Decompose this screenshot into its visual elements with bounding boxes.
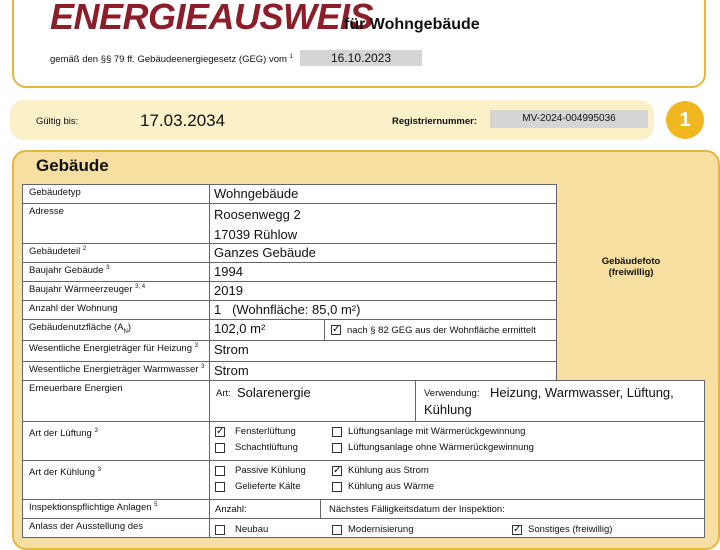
building-photo-area (557, 184, 705, 380)
ventilation-shaft-checkbox[interactable] (215, 443, 225, 453)
row-inspection-label: Inspektionspflichtige Anlagen $^5$ (22, 499, 210, 519)
occasion-new-label: Neubau (235, 524, 269, 535)
photo-label: Gebäudefoto (601, 256, 661, 267)
row-part-value: Ganzes Gebäude (209, 243, 557, 263)
row-year-value: 1994 (209, 262, 557, 282)
renewable-type-value: Solarenergie (237, 385, 311, 400)
row-units-label: Anzahl der Wohnung (22, 300, 210, 320)
row-heater-year-value: 2019 (209, 281, 557, 301)
cooling-heat-label: Kühlung aus Wärme (348, 481, 435, 492)
row-type-label: Gebäudetyp (22, 184, 210, 204)
row-ventilation-label: Art der Lüftung $^3$ (22, 421, 210, 461)
row-year-label: Baujahr Gebäude $^3$ (22, 262, 210, 282)
ventilation-window-label: Fensterlüftung (235, 426, 296, 437)
row-renewable-type (209, 380, 416, 422)
row-cooling-options (209, 460, 705, 500)
row-area-label: Gebäudenutzfläche $(A_N)$ (22, 319, 210, 341)
ventilation-shaft-label: Schachtlüftung (235, 442, 298, 453)
ventilation-recovery-checkbox[interactable] (332, 427, 342, 437)
cooling-supplied-checkbox[interactable] (215, 482, 225, 492)
area-method-checkbox[interactable]: ✓ (332, 324, 341, 335)
occasion-new-checkbox[interactable] (215, 525, 225, 535)
row-address-label: Adresse (22, 203, 210, 244)
occasion-modern-checkbox[interactable] (332, 525, 342, 535)
row-heating-value: Strom (209, 340, 557, 362)
address-street: Roosenwegg 2 (214, 207, 301, 222)
row-units-value: 1 (Wohnfläche: 85,0 m²) (209, 300, 557, 320)
ventilation-norecovery-checkbox[interactable] (332, 443, 342, 453)
row-inspection-date (320, 499, 705, 519)
address-city: 17039 Rühlow (214, 227, 298, 242)
cooling-supplied-label: Gelieferte Kälte (235, 481, 301, 492)
legal-basis: gemäß den §§ 79 ff. Gebäudeenergiegesetz (GEG) vom $^1$ (50, 54, 293, 66)
renewable-use-value-2: Kühlung (424, 402, 472, 417)
row-type-value: Wohngebäude (209, 184, 557, 204)
ventilation-window-checkbox[interactable]: ✓ (216, 426, 225, 437)
row-hotwater-value: Strom (209, 361, 557, 381)
row-inspection-count (209, 499, 321, 519)
renewable-use-label: Verwendung: (424, 388, 480, 399)
row-cooling-label: Art der Kühlung $^3$ (22, 460, 210, 500)
row-hotwater-label: Wesentliche Energieträger Warmwasser $^3$ (22, 361, 210, 381)
row-area-value: 102,0 m² (209, 319, 325, 341)
cooling-electric-label: Kühlung aus Strom (348, 465, 429, 476)
cooling-passive-label: Passive Kühlung (235, 465, 306, 476)
row-part-label: Gebäudeteil $^2$ (22, 243, 210, 263)
cooling-electric-checkbox[interactable]: ✓ (333, 465, 342, 476)
valid-until-value: 17.03.2034 (140, 111, 226, 130)
cooling-passive-checkbox[interactable] (215, 466, 225, 476)
section-title: Gebäude (36, 156, 109, 175)
occasion-other-label: Sonstiges (freiwillig) (528, 524, 613, 535)
row-renewable-label: Erneuerbare Energien (22, 380, 210, 422)
row-ventilation-options (209, 421, 705, 461)
occasion-other-checkbox[interactable]: ✓ (513, 524, 522, 535)
registration-label: Registriernummer: (392, 116, 477, 127)
row-heater-year-label: Baujahr Wärmeerzeuger $^{3, 4}$ (22, 281, 210, 301)
occasion-modern-label: Modernisierung (348, 524, 414, 535)
row-occasion-label: Anlass der Ausstellung des (22, 518, 210, 538)
renewable-use-value: Heizung, Warmwasser, Lüftung, (490, 385, 674, 400)
photo-optional-label: (freiwillig) (608, 267, 654, 278)
document-title: ENERGIEAUSWEIS (50, 0, 374, 37)
document-title-suffix: für Wohngebäude (344, 16, 480, 33)
inspection-count-label: Anzahl: (215, 504, 247, 515)
page-number-badge: 1 (666, 101, 704, 139)
cooling-heat-checkbox[interactable] (332, 482, 342, 492)
row-address-value (209, 203, 557, 244)
inspection-date-label: Nächstes Fälligkeitsdatum der Inspektion: (329, 504, 505, 515)
valid-until-label: Gültig bis: (36, 116, 79, 127)
ventilation-recovery-label: Lüftungsanlage mit Wärmerückgewinnung (348, 426, 526, 437)
renewable-type-label: Art: (216, 388, 231, 399)
row-occasion-options (209, 518, 705, 538)
geg-date: 16.10.2023 (300, 50, 422, 66)
header-box (12, 0, 706, 88)
row-heating-label: Wesentliche Energieträger für Heizung $^3$ (22, 340, 210, 362)
area-method-label: nach § 82 GEG aus der Wohnfläche ermittelt (347, 325, 536, 336)
registration-number: MV-2024-004995036 (490, 110, 648, 128)
row-renewable-use (415, 380, 705, 422)
validity-bar (10, 100, 654, 140)
ventilation-norecovery-label: Lüftungsanlage ohne Wärmerückgewinnung (348, 442, 534, 453)
row-area-method (324, 319, 557, 341)
